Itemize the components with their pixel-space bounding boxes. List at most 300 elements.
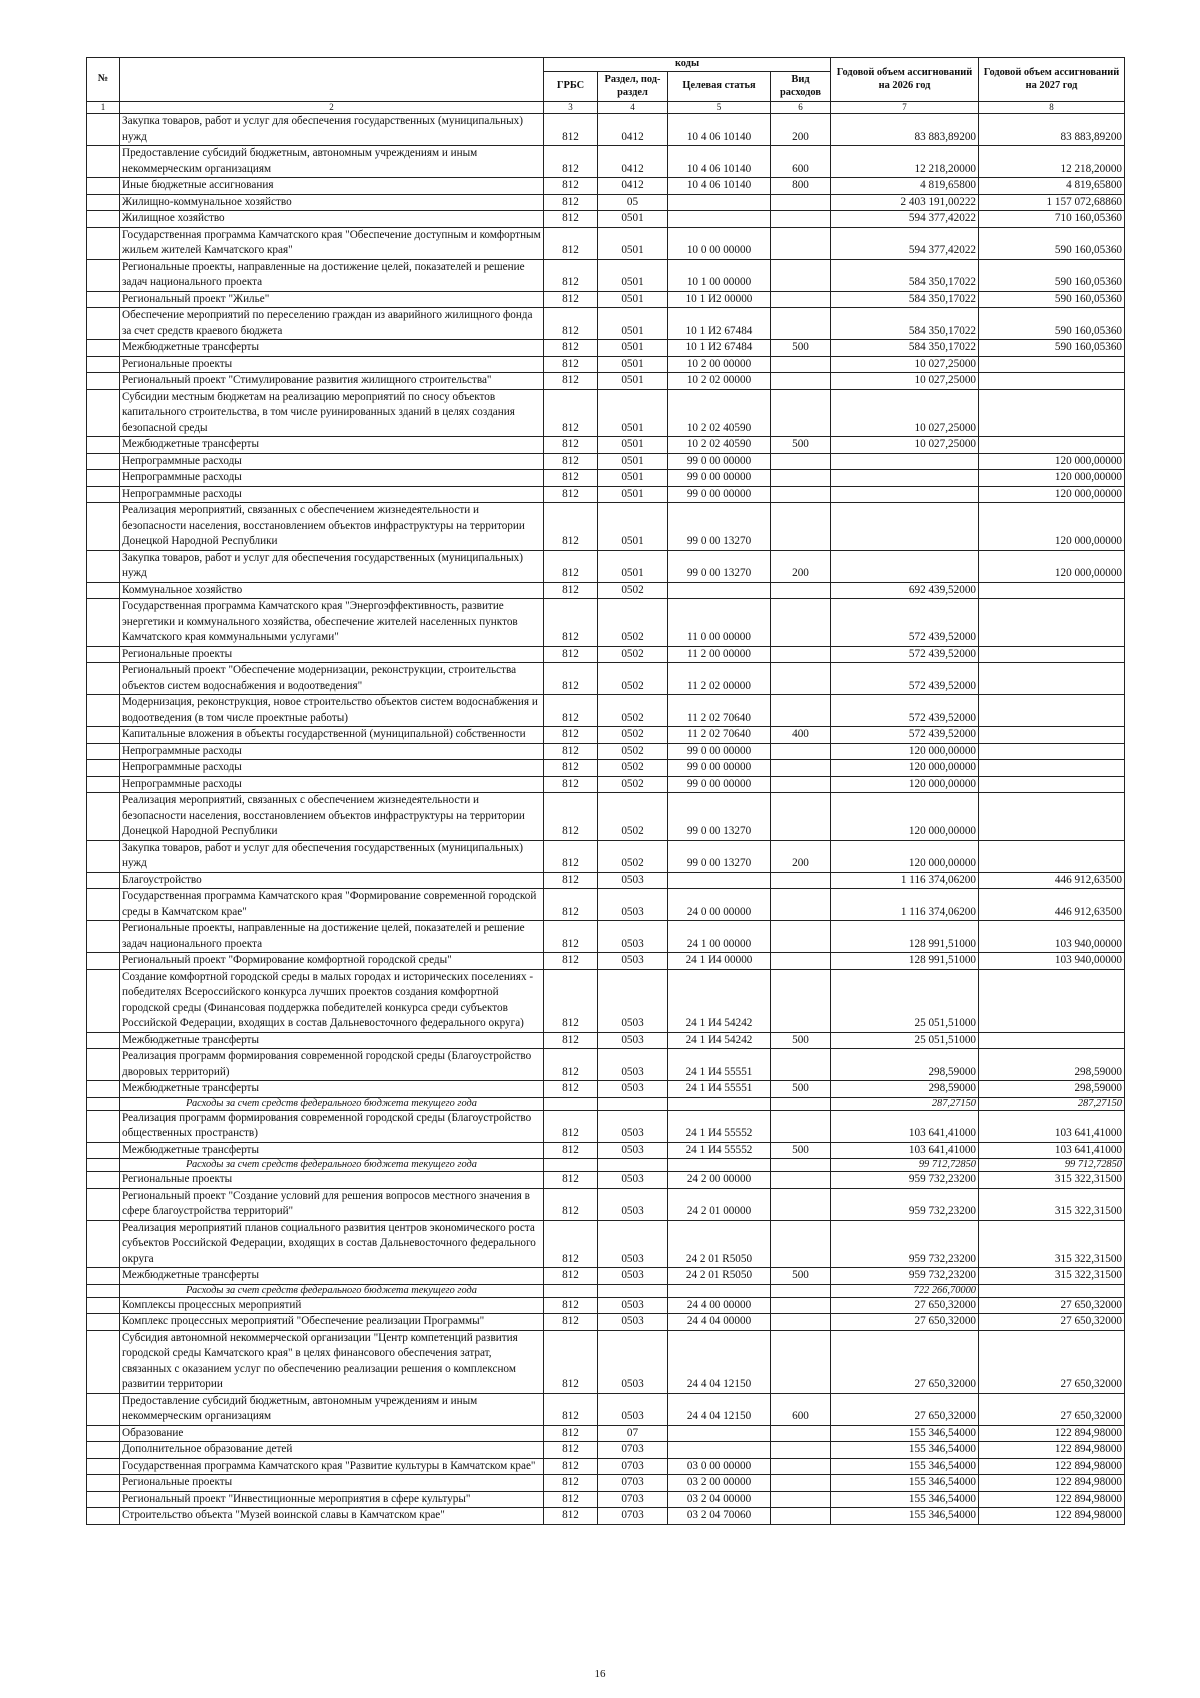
- table-row: [87, 1049, 1125, 1081]
- cell-target-article: 24 1 И4 55552: [668, 1110, 771, 1142]
- cell-target-article: 11 2 02 00000: [668, 663, 771, 695]
- cell-grbs: 812: [544, 1268, 598, 1285]
- cell-expense-type: [771, 259, 831, 291]
- cell-number: [87, 760, 120, 777]
- cell-target-article: 11 2 00 00000: [668, 646, 771, 663]
- cell-section: 0703: [598, 1458, 668, 1475]
- cell-number: [87, 308, 120, 340]
- cell-grbs: 812: [544, 1297, 598, 1314]
- cell-target-article: 99 0 00 13270: [668, 793, 771, 841]
- cell-grbs: 812: [544, 259, 598, 291]
- cell-section: [598, 1159, 668, 1172]
- cell-target-article: 11 2 02 70640: [668, 727, 771, 744]
- cell-volume-2027: 122 894,98000: [979, 1508, 1125, 1525]
- cell-grbs: 812: [544, 1220, 598, 1268]
- table-row: [87, 1393, 1125, 1425]
- cell-grbs: 812: [544, 503, 598, 551]
- cell-section: 0503: [598, 872, 668, 889]
- table-row: [87, 1172, 1125, 1189]
- cell-expense-type: [771, 969, 831, 1032]
- cell-name: Непрограммные расходы: [120, 760, 544, 777]
- cell-target-article: [668, 1097, 771, 1110]
- cell-target-article: 99 0 00 00000: [668, 486, 771, 503]
- table-row: [87, 114, 1125, 146]
- cell-volume-2027: 122 894,98000: [979, 1425, 1125, 1442]
- cell-target-article: 10 1 И2 67484: [668, 340, 771, 357]
- cell-expense-type: [771, 194, 831, 211]
- cell-name: Непрограммные расходы: [120, 743, 544, 760]
- cell-name: Государственная программа Камчатского края "Развитие культуры в Камчатском крае": [120, 1458, 544, 1475]
- cell-section: 0503: [598, 1142, 668, 1159]
- header-number: №: [87, 58, 120, 102]
- column-numbers-row: [87, 102, 1125, 114]
- cell-name: Жилищное хозяйство: [120, 211, 544, 228]
- cell-expense-type: [771, 872, 831, 889]
- cell-volume-2027: [979, 969, 1125, 1032]
- cell-section: [598, 1097, 668, 1110]
- cell-name: Государственная программа Камчатского края "Энергоэффективность, развитие энергетики и коммунального хозяйства, обеспечение жителей населенных пунктов Камчатского края коммунальными услугами": [120, 599, 544, 647]
- table-row: [87, 599, 1125, 647]
- cell-section: 0412: [598, 146, 668, 178]
- cell-volume-2027: [979, 582, 1125, 599]
- cell-grbs: 812: [544, 1442, 598, 1459]
- cell-number: [87, 227, 120, 259]
- cell-volume-2026: 692 439,52000: [831, 582, 979, 599]
- table-row: [87, 373, 1125, 390]
- cell-number: [87, 356, 120, 373]
- cell-volume-2026: 155 346,54000: [831, 1442, 979, 1459]
- cell-volume-2027: [979, 793, 1125, 841]
- cell-volume-2026: 1 116 374,06200: [831, 872, 979, 889]
- cell-section: 0502: [598, 582, 668, 599]
- cell-expense-type: [771, 389, 831, 437]
- cell-section: 0502: [598, 646, 668, 663]
- cell-volume-2026: 128 991,51000: [831, 953, 979, 970]
- cell-name: Государственная программа Камчатского края "Формирование современной городской среды в Камчатском крае": [120, 889, 544, 921]
- cell-grbs: 812: [544, 486, 598, 503]
- cell-section: 05: [598, 194, 668, 211]
- cell-volume-2026: 2 403 191,00222: [831, 194, 979, 211]
- cell-target-article: [668, 872, 771, 889]
- cell-volume-2026: 120 000,00000: [831, 760, 979, 777]
- cell-name: Создание комфортной городской среды в малых городах и исторических поселениях - победителях Всероссийского конкурса лучших проектов создания комфортной городской среды (Финансовая поддержка победителей конкурса среди субъектов Российской Федерации, входящих в состав Дальневосточного федерального округа): [120, 969, 544, 1032]
- cell-grbs: 812: [544, 1081, 598, 1098]
- cell-volume-2027: 83 883,89200: [979, 114, 1125, 146]
- cell-volume-2026: 594 377,42022: [831, 227, 979, 259]
- cell-number: [87, 1284, 120, 1297]
- cell-volume-2026: 298,59000: [831, 1081, 979, 1098]
- cell-name: Реализация мероприятий планов социального развития центров экономического роста субъектов Российской Федерации, входящих в состав Дальневосточного федерального округа: [120, 1220, 544, 1268]
- cell-target-article: 03 2 04 70060: [668, 1508, 771, 1525]
- table-row: [87, 872, 1125, 889]
- cell-expense-type: [771, 1442, 831, 1459]
- cell-target-article: 10 4 06 10140: [668, 114, 771, 146]
- cell-expense-type: [771, 760, 831, 777]
- cell-volume-2026: 572 439,52000: [831, 663, 979, 695]
- cell-name: Региональные проекты: [120, 1475, 544, 1492]
- cell-volume-2027: [979, 437, 1125, 454]
- cell-target-article: [668, 1284, 771, 1297]
- cell-expense-type: [771, 1508, 831, 1525]
- cell-expense-type: 200: [771, 550, 831, 582]
- cell-target-article: 11 0 00 00000: [668, 599, 771, 647]
- cell-grbs: 812: [544, 1110, 598, 1142]
- cell-name: Реализация программ формирования современной городской среды (Благоустройство общественных пространств): [120, 1110, 544, 1142]
- cell-volume-2027: 590 160,05360: [979, 227, 1125, 259]
- cell-volume-2027: 287,27150: [979, 1097, 1125, 1110]
- header-target-article: Целевая статья: [668, 72, 771, 102]
- cell-name: Жилищно-коммунальное хозяйство: [120, 194, 544, 211]
- header-name: [120, 58, 544, 102]
- cell-number: [87, 793, 120, 841]
- cell-volume-2026: 10 027,25000: [831, 437, 979, 454]
- cell-expense-type: [771, 1491, 831, 1508]
- cell-number: [87, 486, 120, 503]
- federal-share-row: [87, 1159, 1125, 1172]
- cell-target-article: 10 2 02 40590: [668, 437, 771, 454]
- cell-target-article: 03 0 00 00000: [668, 1458, 771, 1475]
- cell-expense-type: 500: [771, 1268, 831, 1285]
- cell-volume-2027: 120 000,00000: [979, 503, 1125, 551]
- cell-target-article: 24 1 И4 00000: [668, 953, 771, 970]
- cell-volume-2027: 122 894,98000: [979, 1491, 1125, 1508]
- table-row: [87, 1425, 1125, 1442]
- cell-grbs: 812: [544, 840, 598, 872]
- cell-section: 0703: [598, 1508, 668, 1525]
- cell-section: [598, 1284, 668, 1297]
- cell-volume-2027: [979, 646, 1125, 663]
- cell-name: Реализация программ формирования современной городской среды (Благоустройство дворовых территорий): [120, 1049, 544, 1081]
- cell-volume-2026: 128 991,51000: [831, 921, 979, 953]
- cell-volume-2027: 103 641,41000: [979, 1110, 1125, 1142]
- cell-grbs: 812: [544, 921, 598, 953]
- cell-number: [87, 646, 120, 663]
- cell-target-article: 99 0 00 13270: [668, 503, 771, 551]
- cell-expense-type: [771, 663, 831, 695]
- cell-name: Непрограммные расходы: [120, 453, 544, 470]
- cell-volume-2026: 120 000,00000: [831, 793, 979, 841]
- cell-expense-type: [771, 1425, 831, 1442]
- cell-expense-type: [771, 953, 831, 970]
- cell-grbs: 812: [544, 646, 598, 663]
- table-row: [87, 953, 1125, 970]
- cell-expense-type: [771, 1475, 831, 1492]
- cell-grbs: 812: [544, 1142, 598, 1159]
- cell-name: Закупка товаров, работ и услуг для обеспечения государственных (муниципальных) нужд: [120, 840, 544, 872]
- cell-volume-2027: 27 650,32000: [979, 1314, 1125, 1331]
- cell-section: 0703: [598, 1475, 668, 1492]
- table-row: [87, 743, 1125, 760]
- cell-name: Комплекс процессных мероприятий "Обеспечение реализации Программы": [120, 1314, 544, 1331]
- cell-name: Региональный проект "Инвестиционные мероприятия в сфере культуры": [120, 1491, 544, 1508]
- cell-section: 0503: [598, 1220, 668, 1268]
- cell-section: 0503: [598, 1172, 668, 1189]
- cell-section: 0503: [598, 1268, 668, 1285]
- cell-grbs: 812: [544, 663, 598, 695]
- cell-name: Закупка товаров, работ и услуг для обеспечения государственных (муниципальных) нужд: [120, 550, 544, 582]
- table-row: [87, 1268, 1125, 1285]
- cell-volume-2026: [831, 453, 979, 470]
- table-row: [87, 503, 1125, 551]
- cell-number: [87, 340, 120, 357]
- cell-grbs: 812: [544, 953, 598, 970]
- cell-section: 07: [598, 1425, 668, 1442]
- cell-number: [87, 1475, 120, 1492]
- column-number: 5: [668, 102, 771, 114]
- cell-grbs: [544, 1284, 598, 1297]
- cell-expense-type: [771, 1330, 831, 1393]
- cell-expense-type: 500: [771, 437, 831, 454]
- cell-grbs: 812: [544, 889, 598, 921]
- cell-expense-type: [771, 1458, 831, 1475]
- cell-volume-2027: 298,59000: [979, 1081, 1125, 1098]
- cell-name: Закупка товаров, работ и услуг для обеспечения государственных (муниципальных) нужд: [120, 114, 544, 146]
- table-row: [87, 486, 1125, 503]
- cell-number: [87, 503, 120, 551]
- cell-volume-2027: [979, 663, 1125, 695]
- cell-volume-2027: [979, 776, 1125, 793]
- cell-section: 0412: [598, 114, 668, 146]
- cell-section: 0502: [598, 727, 668, 744]
- cell-name: Региональный проект "Жилье": [120, 291, 544, 308]
- cell-volume-2027: 27 650,32000: [979, 1330, 1125, 1393]
- table-row: [87, 227, 1125, 259]
- cell-number: [87, 840, 120, 872]
- table-row: [87, 1491, 1125, 1508]
- column-number: 2: [120, 102, 544, 114]
- cell-expense-type: [771, 1297, 831, 1314]
- cell-name: Комплексы процессных мероприятий: [120, 1297, 544, 1314]
- table-row: [87, 582, 1125, 599]
- cell-grbs: [544, 1097, 598, 1110]
- cell-grbs: 812: [544, 146, 598, 178]
- table-row: [87, 1297, 1125, 1314]
- table-row: [87, 146, 1125, 178]
- cell-volume-2027: 120 000,00000: [979, 453, 1125, 470]
- cell-section: 0503: [598, 1081, 668, 1098]
- table-row: [87, 1220, 1125, 1268]
- cell-section: 0503: [598, 1110, 668, 1142]
- cell-section: 0501: [598, 503, 668, 551]
- cell-volume-2026: 10 027,25000: [831, 373, 979, 390]
- budget-sheet: [86, 57, 1124, 1525]
- table-row: [87, 727, 1125, 744]
- table-row: [87, 969, 1125, 1032]
- cell-volume-2027: 590 160,05360: [979, 308, 1125, 340]
- cell-volume-2026: 103 641,41000: [831, 1110, 979, 1142]
- cell-expense-type: [771, 211, 831, 228]
- cell-section: 0501: [598, 389, 668, 437]
- cell-volume-2027: 315 322,31500: [979, 1268, 1125, 1285]
- cell-expense-type: [771, 486, 831, 503]
- cell-target-article: 24 2 00 00000: [668, 1172, 771, 1189]
- cell-target-article: 24 2 01 R5050: [668, 1268, 771, 1285]
- cell-name: Непрограммные расходы: [120, 486, 544, 503]
- cell-name: Непрограммные расходы: [120, 776, 544, 793]
- cell-expense-type: [771, 356, 831, 373]
- cell-volume-2027: 120 000,00000: [979, 470, 1125, 487]
- cell-name: Региональные проекты, направленные на достижение целей, показателей и решение задач национального проекта: [120, 259, 544, 291]
- cell-target-article: 99 0 00 00000: [668, 743, 771, 760]
- cell-volume-2027: 315 322,31500: [979, 1220, 1125, 1268]
- cell-expense-type: 200: [771, 114, 831, 146]
- cell-target-article: [668, 1442, 771, 1459]
- cell-volume-2026: 959 732,23200: [831, 1172, 979, 1189]
- cell-section: 0503: [598, 1297, 668, 1314]
- cell-number: [87, 389, 120, 437]
- cell-section: 0501: [598, 470, 668, 487]
- cell-number: [87, 437, 120, 454]
- cell-grbs: 812: [544, 872, 598, 889]
- cell-section: 0501: [598, 308, 668, 340]
- cell-volume-2027: 120 000,00000: [979, 550, 1125, 582]
- cell-number: [87, 1032, 120, 1049]
- cell-section: 0501: [598, 373, 668, 390]
- cell-number: [87, 695, 120, 727]
- cell-target-article: 99 0 00 13270: [668, 550, 771, 582]
- cell-volume-2026: 12 218,20000: [831, 146, 979, 178]
- cell-target-article: 03 2 04 00000: [668, 1491, 771, 1508]
- table-row: [87, 389, 1125, 437]
- cell-number: [87, 453, 120, 470]
- cell-section: 0502: [598, 599, 668, 647]
- cell-name: Расходы за счет средств федерального бюджета текущего года: [120, 1159, 544, 1172]
- cell-section: 0503: [598, 889, 668, 921]
- cell-volume-2027: [979, 840, 1125, 872]
- cell-grbs: 812: [544, 1393, 598, 1425]
- cell-volume-2026: 155 346,54000: [831, 1425, 979, 1442]
- cell-volume-2026: 155 346,54000: [831, 1508, 979, 1525]
- cell-name: Предоставление субсидий бюджетным, автономным учреждениям и иным некоммерческим организациям: [120, 146, 544, 178]
- cell-target-article: 24 1 И4 55551: [668, 1049, 771, 1081]
- cell-volume-2027: [979, 760, 1125, 777]
- cell-expense-type: 500: [771, 340, 831, 357]
- table-header: [87, 58, 1125, 114]
- cell-target-article: 99 0 00 00000: [668, 453, 771, 470]
- cell-section: 0502: [598, 695, 668, 727]
- cell-volume-2026: [831, 486, 979, 503]
- table-row: [87, 663, 1125, 695]
- cell-name: Образование: [120, 1425, 544, 1442]
- cell-name: Региональные проекты, направленные на достижение целей, показателей и решение задач национального проекта: [120, 921, 544, 953]
- cell-grbs: 812: [544, 743, 598, 760]
- cell-number: [87, 550, 120, 582]
- cell-target-article: 10 2 02 40590: [668, 389, 771, 437]
- table-row: [87, 340, 1125, 357]
- cell-grbs: 812: [544, 550, 598, 582]
- cell-target-article: 10 2 00 00000: [668, 356, 771, 373]
- cell-number: [87, 1393, 120, 1425]
- table-row: [87, 211, 1125, 228]
- cell-volume-2027: 446 912,63500: [979, 872, 1125, 889]
- table-row: [87, 695, 1125, 727]
- cell-number: [87, 921, 120, 953]
- cell-grbs: 812: [544, 1330, 598, 1393]
- cell-expense-type: [771, 1188, 831, 1220]
- cell-target-article: 10 1 И2 67484: [668, 308, 771, 340]
- cell-name: Региональные проекты: [120, 646, 544, 663]
- cell-grbs: 812: [544, 1458, 598, 1475]
- cell-grbs: [544, 1159, 598, 1172]
- table-row: [87, 760, 1125, 777]
- cell-target-article: [668, 1425, 771, 1442]
- cell-section: 0503: [598, 921, 668, 953]
- cell-number: [87, 1081, 120, 1098]
- cell-target-article: 10 2 02 00000: [668, 373, 771, 390]
- column-number: 8: [979, 102, 1125, 114]
- cell-target-article: 24 4 04 00000: [668, 1314, 771, 1331]
- cell-name: Строительство объекта "Музей воинской славы в Камчатском крае": [120, 1508, 544, 1525]
- cell-expense-type: 800: [771, 178, 831, 195]
- cell-section: 0501: [598, 453, 668, 470]
- cell-volume-2026: 287,27150: [831, 1097, 979, 1110]
- cell-name: Межбюджетные трансферты: [120, 1081, 544, 1098]
- cell-expense-type: [771, 503, 831, 551]
- cell-section: 0503: [598, 969, 668, 1032]
- cell-volume-2026: 959 732,23200: [831, 1188, 979, 1220]
- cell-grbs: 812: [544, 599, 598, 647]
- cell-number: [87, 470, 120, 487]
- cell-number: [87, 1159, 120, 1172]
- cell-number: [87, 582, 120, 599]
- cell-section: 0501: [598, 437, 668, 454]
- table-row: [87, 1458, 1125, 1475]
- cell-number: [87, 889, 120, 921]
- cell-section: 0502: [598, 840, 668, 872]
- cell-expense-type: [771, 646, 831, 663]
- cell-number: [87, 114, 120, 146]
- cell-number: [87, 1297, 120, 1314]
- cell-name: Дополнительное образование детей: [120, 1442, 544, 1459]
- cell-number: [87, 1425, 120, 1442]
- cell-name: Межбюджетные трансферты: [120, 1142, 544, 1159]
- table-row: [87, 194, 1125, 211]
- cell-target-article: 99 0 00 00000: [668, 470, 771, 487]
- cell-section: 0501: [598, 227, 668, 259]
- cell-grbs: 812: [544, 291, 598, 308]
- cell-name: Модернизация, реконструкция, новое строительство объектов систем водоснабжения и водоотведения (в том числе проектные работы): [120, 695, 544, 727]
- cell-number: [87, 1442, 120, 1459]
- column-number: 4: [598, 102, 668, 114]
- cell-expense-type: 400: [771, 727, 831, 744]
- cell-volume-2027: 103 940,00000: [979, 953, 1125, 970]
- cell-section: 0503: [598, 953, 668, 970]
- cell-volume-2026: [831, 503, 979, 551]
- column-number: 1: [87, 102, 120, 114]
- cell-expense-type: 500: [771, 1032, 831, 1049]
- cell-volume-2027: [979, 599, 1125, 647]
- cell-volume-2026: 572 439,52000: [831, 695, 979, 727]
- cell-volume-2026: 99 712,72850: [831, 1159, 979, 1172]
- header-section: Раздел, под-раздел: [598, 72, 668, 102]
- table-body: [87, 114, 1125, 1525]
- cell-volume-2026: [831, 550, 979, 582]
- cell-target-article: 99 0 00 00000: [668, 776, 771, 793]
- cell-volume-2026: 83 883,89200: [831, 114, 979, 146]
- table-row: [87, 178, 1125, 195]
- cell-volume-2026: 27 650,32000: [831, 1297, 979, 1314]
- cell-volume-2026: 572 439,52000: [831, 646, 979, 663]
- cell-target-article: [668, 582, 771, 599]
- cell-name: Непрограммные расходы: [120, 470, 544, 487]
- cell-section: 0501: [598, 486, 668, 503]
- table-row: [87, 550, 1125, 582]
- cell-expense-type: 600: [771, 1393, 831, 1425]
- table-row: [87, 1330, 1125, 1393]
- cell-number: [87, 211, 120, 228]
- header-volume-2027: Годовой объем ассигнований на 2027 год: [979, 58, 1125, 102]
- cell-number: [87, 194, 120, 211]
